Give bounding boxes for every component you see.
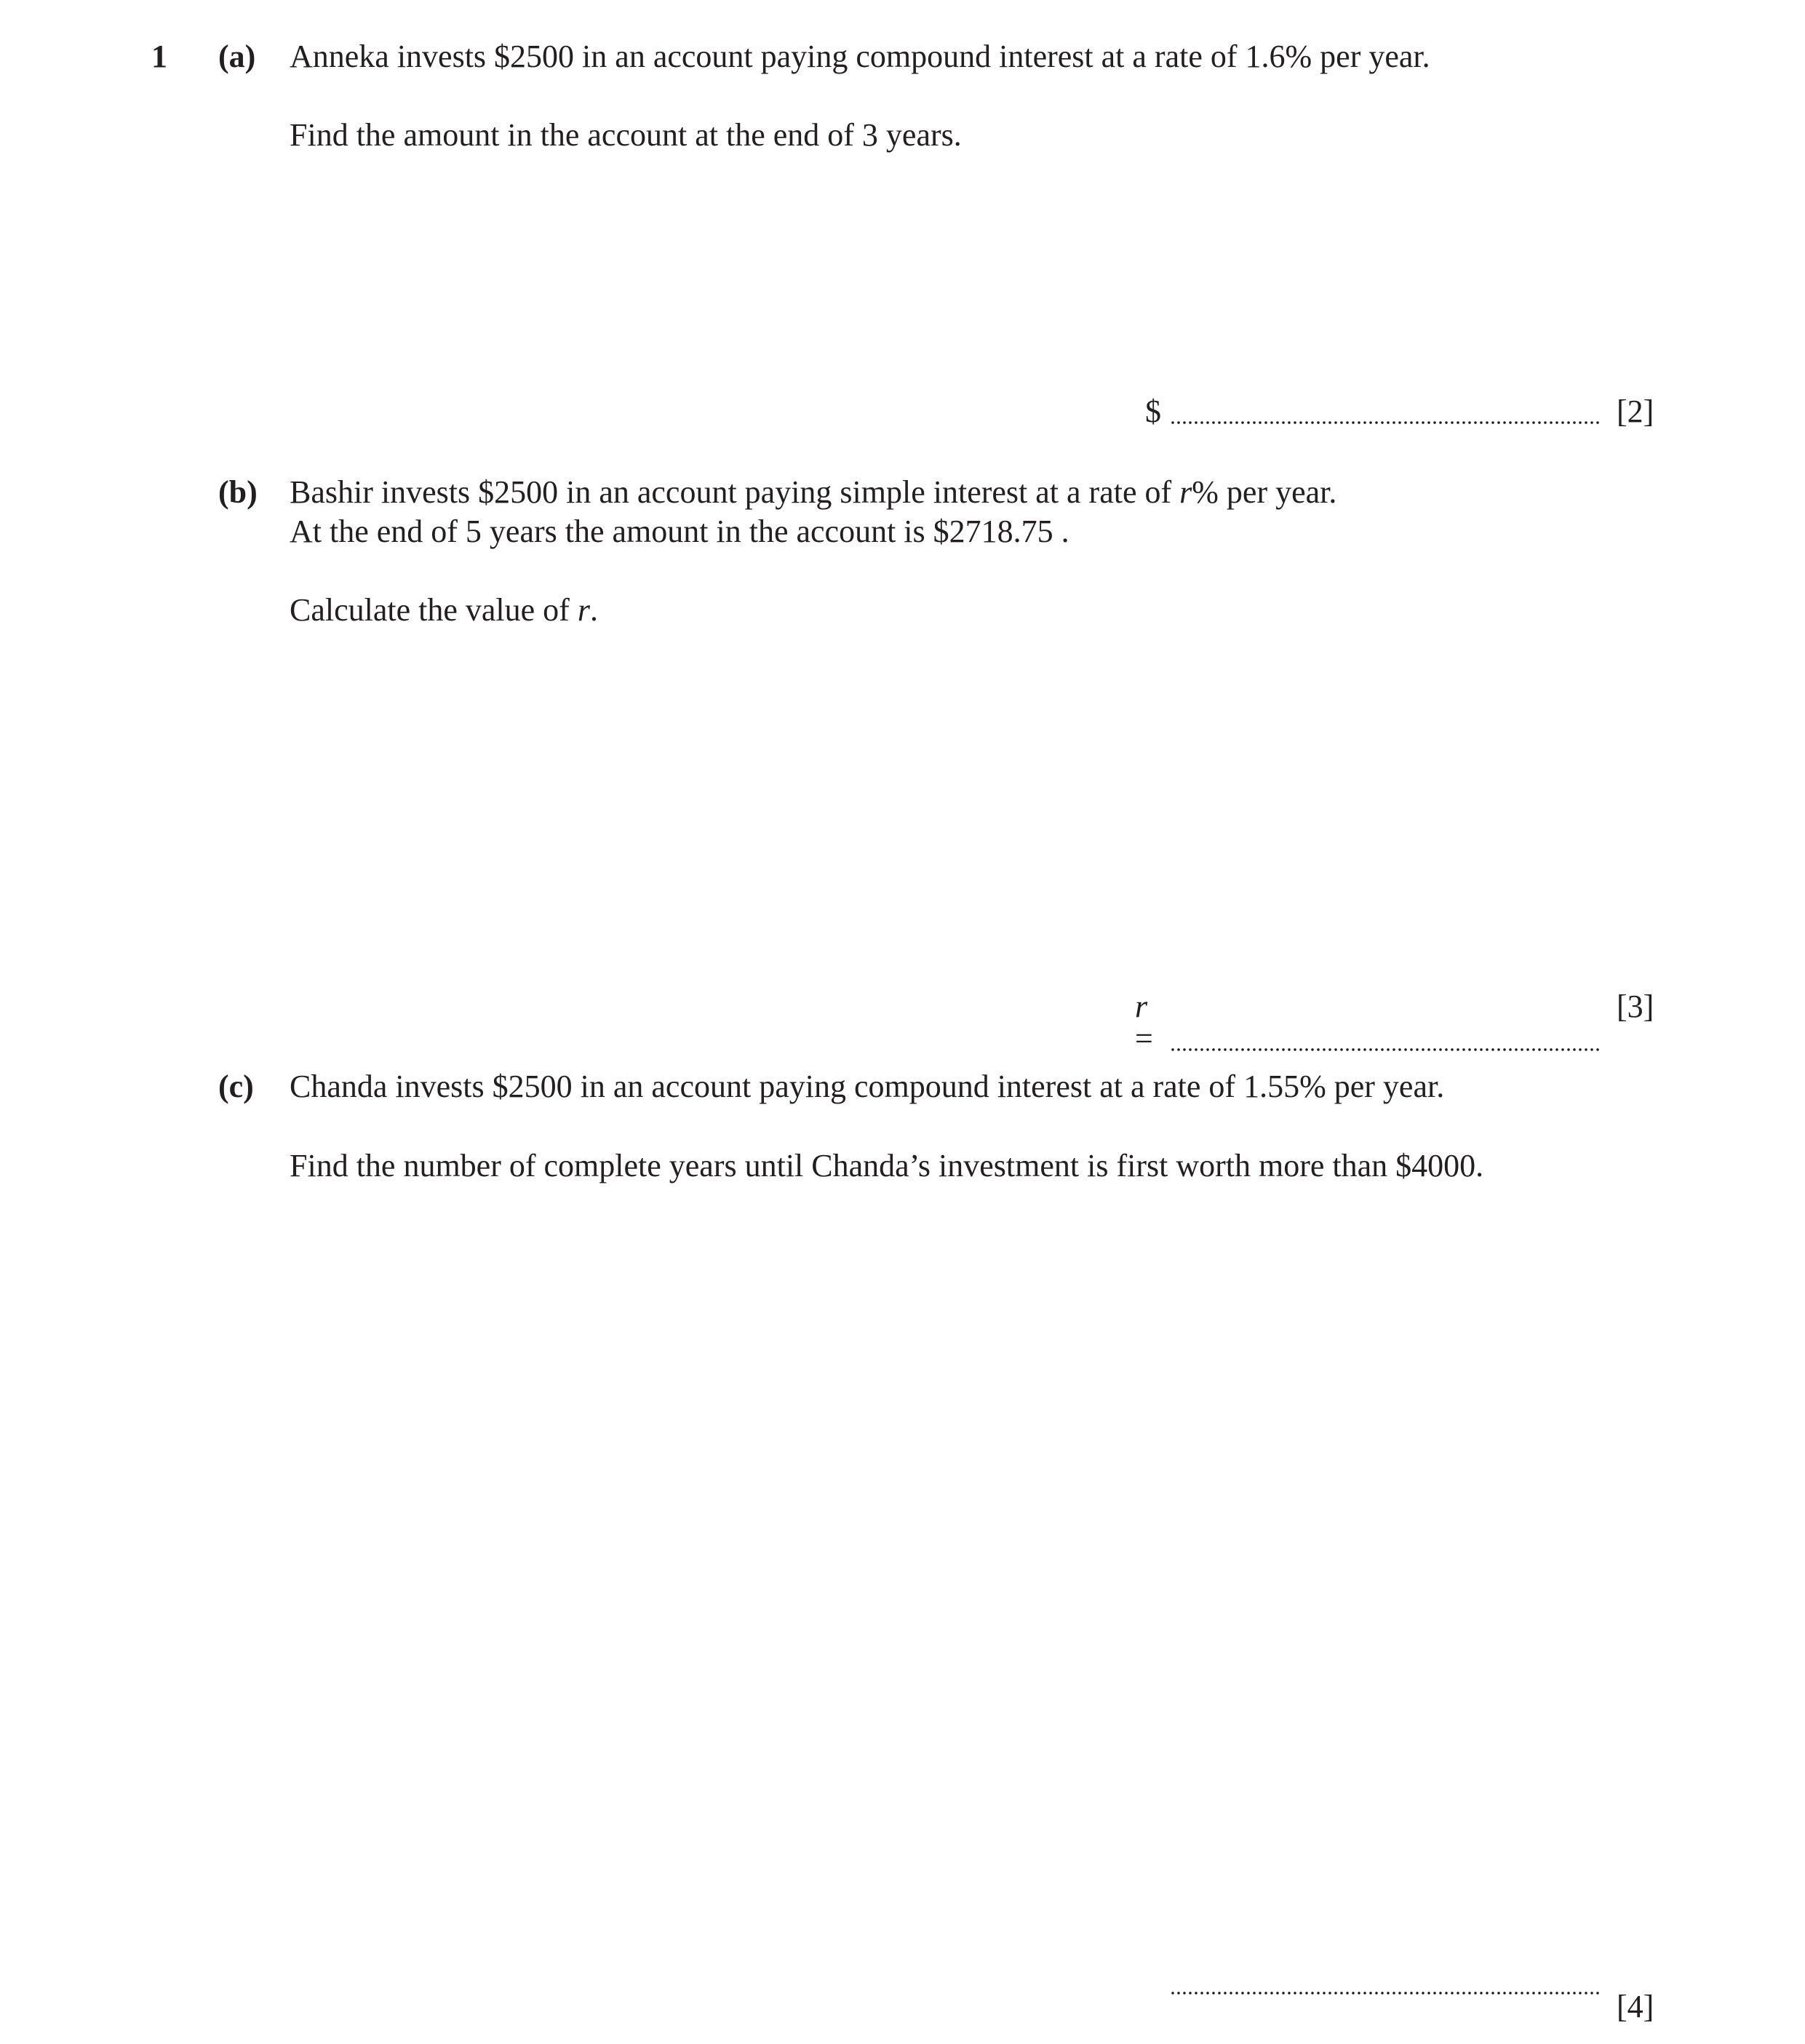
part-a-statement: Anneka invests $2500 in an account paying compound interest at a rate of 1.6% per year. — [290, 39, 1430, 74]
part-c-instruction: Find the number of complete years until Chanda’s investment is first worth more than $4000. — [290, 1148, 1484, 1183]
part-c-label: (c) — [218, 1069, 254, 1104]
part-b-label: (b) — [218, 474, 258, 510]
part-b-statement: Bashir invests $2500 in an account paying simple interest at a rate of r% per year. — [290, 474, 1337, 510]
answer-dotted-line[interactable] — [1170, 1047, 1601, 1052]
part-a-instruction: Find the amount in the account at the end of 3 years. — [290, 117, 962, 153]
part-b-instruction: Calculate the value of r. — [290, 592, 598, 628]
variable-r: r — [1179, 474, 1192, 510]
part-b-statement-line2: At the end of 5 years the amount in the account is $2718.75 . — [290, 514, 1069, 549]
part-b-marks: [3] — [1617, 989, 1654, 1024]
answer-dotted-line[interactable] — [1170, 1991, 1601, 1995]
answer-dollar-prefix: $ — [1145, 394, 1161, 429]
part-a-answer-line[interactable] — [1135, 396, 1601, 428]
part-c-marks: [4] — [1617, 1989, 1654, 2024]
part-c-answer-line[interactable] — [1135, 1991, 1601, 1998]
variable-r: r — [577, 592, 590, 628]
answer-dotted-line[interactable] — [1170, 420, 1601, 425]
part-a-label: (a) — [218, 39, 256, 74]
part-a-marks: [2] — [1617, 394, 1654, 429]
question-number: 1 — [151, 39, 167, 74]
part-b-answer-line[interactable] — [1135, 991, 1601, 1055]
answer-r-equals: r = — [1135, 989, 1153, 1056]
part-c-statement: Chanda invests $2500 in an account paying compound interest at a rate of 1.55% per year. — [290, 1069, 1445, 1104]
